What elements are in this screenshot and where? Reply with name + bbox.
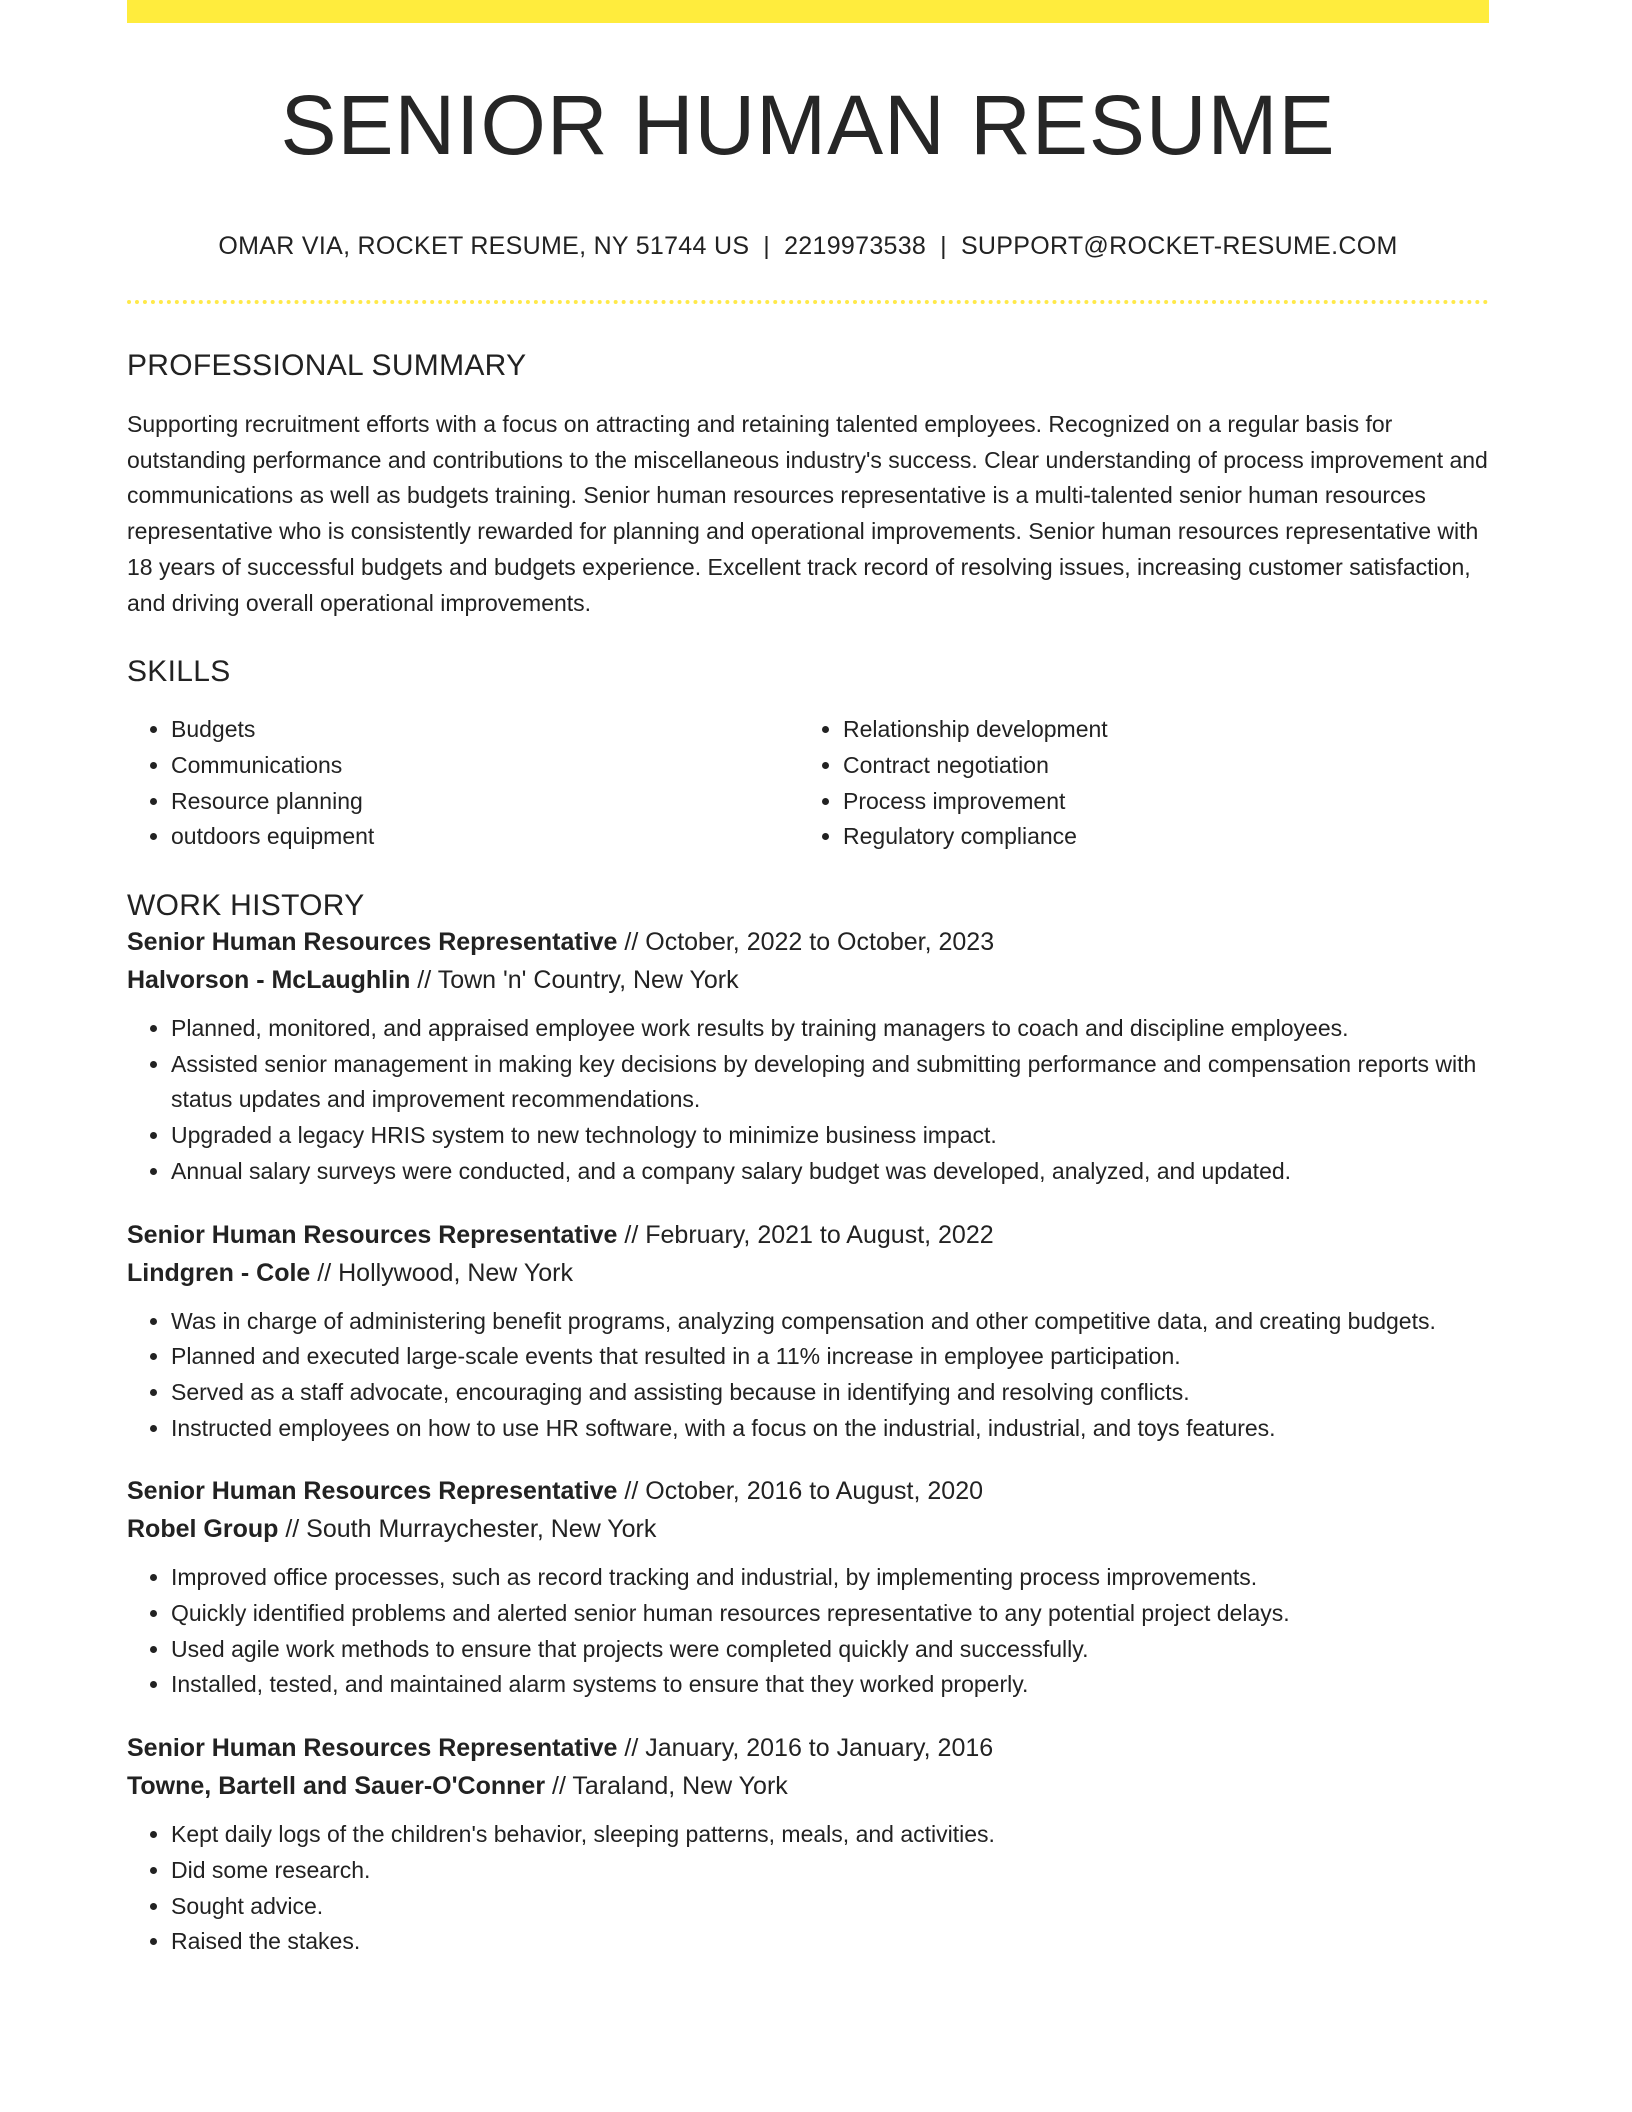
skills-column-right bbox=[799, 712, 1471, 855]
skill-item: • Communications bbox=[171, 748, 799, 784]
job-bullet: • Instructed employees on how to use HR software, with a focus on the industrial, industrial, and toys features. bbox=[171, 1411, 1489, 1447]
job-entry bbox=[127, 1216, 1489, 1447]
resume-page bbox=[127, 0, 1489, 1960]
skill-item: • outdoors equipment bbox=[171, 819, 799, 855]
skill-item: • Resource planning bbox=[171, 784, 799, 820]
skill-item: • Process improvement bbox=[843, 784, 1471, 820]
job-role: Senior Human Resources Representative bbox=[127, 1220, 618, 1249]
job-bullets bbox=[127, 1817, 1489, 1960]
job-company: Robel Group bbox=[127, 1515, 279, 1544]
job-bullets bbox=[127, 1560, 1489, 1703]
job-bullet: • Used agile work methods to ensure that projects were completed quickly and successfully. bbox=[171, 1632, 1489, 1668]
job-bullet: • Annual salary surveys were conducted, and a company salary budget was developed, analyzed, and updated. bbox=[171, 1154, 1489, 1190]
skills-heading: SKILLS bbox=[127, 655, 231, 689]
job-bullet: • Did some research. bbox=[171, 1853, 1489, 1889]
job-bullet: • Improved office processes, such as record tracking and industrial, by implementing process improvements. bbox=[171, 1560, 1489, 1596]
job-dates: // October, 2016 to August, 2020 bbox=[617, 1477, 984, 1506]
job-bullet: • Served as a staff advocate, encouraging and assisting because in identifying and resolving conflicts. bbox=[171, 1375, 1489, 1411]
skills-list bbox=[127, 712, 1489, 855]
job-bullets bbox=[127, 1011, 1489, 1190]
contact-separator: | bbox=[763, 232, 771, 260]
job-company: Towne, Bartell and Sauer-O'Conner bbox=[127, 1772, 546, 1801]
contact-line bbox=[127, 232, 1489, 261]
job-location: // Town 'n' Country, New York bbox=[410, 966, 739, 995]
contact-separator: | bbox=[940, 232, 947, 260]
job-company-line bbox=[127, 1767, 1489, 1805]
job-location: // Taraland, New York bbox=[545, 1772, 788, 1801]
job-dates: // January, 2016 to January, 2016 bbox=[617, 1734, 994, 1763]
dotted-divider bbox=[127, 300, 1489, 304]
job-bullets bbox=[127, 1304, 1489, 1447]
job-role-line bbox=[127, 923, 1489, 961]
job-entry bbox=[127, 923, 1489, 1190]
job-company-line bbox=[127, 1254, 1489, 1292]
work-history-heading: WORK HISTORY bbox=[127, 889, 365, 923]
job-dates: // February, 2021 to August, 2022 bbox=[617, 1220, 994, 1249]
job-dates: // October, 2022 to October, 2023 bbox=[617, 928, 995, 957]
skill-item: • Relationship development bbox=[843, 712, 1471, 748]
job-role: Senior Human Resources Representative bbox=[127, 1734, 618, 1763]
job-entry bbox=[127, 1472, 1489, 1703]
accent-bar bbox=[127, 0, 1489, 23]
job-bullet: • Raised the stakes. bbox=[171, 1924, 1489, 1960]
summary-text: Supporting recruitment efforts with a focus on attracting and retaining talented employees. Recognized on a regular basis for outstanding performance and contributions to the miscellaneous industry's success. Clear understanding of process improvement and communications as well as budgets training. Senior human resources representative is a multi-talented senior human resources representative who is consistently rewarded for planning and operational improvements. Senior human resources representative with 18 years of successful budgets and budgets experience. Excellent track record of resolving issues, increasing customer satisfaction, and driving overall operational improvements. bbox=[127, 411, 1488, 616]
job-bullet: • Planned, monitored, and appraised employee work results by training managers to coach and discipline employees. bbox=[171, 1011, 1489, 1047]
job-role-line bbox=[127, 1729, 1489, 1767]
skill-item: • Contract negotiation bbox=[843, 748, 1471, 784]
skills-column-left bbox=[127, 712, 799, 855]
job-bullet: • Was in charge of administering benefit programs, analyzing compensation and other competitive data, and creating budgets. bbox=[171, 1304, 1489, 1340]
job-location: // Hollywood, New York bbox=[310, 1258, 573, 1287]
job-company-line bbox=[127, 961, 1489, 999]
job-bullet: • Sought advice. bbox=[171, 1889, 1489, 1925]
job-bullet: • Quickly identified problems and alerted senior human resources representative to any potential project delays. bbox=[171, 1596, 1489, 1632]
summary-heading: PROFESSIONAL SUMMARY bbox=[127, 349, 527, 382]
job-bullet: • Planned and executed large-scale events that resulted in a 11% increase in employee participation. bbox=[171, 1339, 1489, 1375]
job-bullet: • Installed, tested, and maintained alarm systems to ensure that they worked properly. bbox=[171, 1667, 1489, 1703]
resume-title: SENIOR HUMAN RESUME bbox=[280, 78, 1336, 172]
job-role: Senior Human Resources Representative bbox=[127, 928, 618, 957]
job-role: Senior Human Resources Representative bbox=[127, 1477, 618, 1506]
skill-item: • Budgets bbox=[171, 712, 799, 748]
skill-item: • Regulatory compliance bbox=[843, 819, 1471, 855]
job-bullet: • Kept daily logs of the children's behavior, sleeping patterns, meals, and activities. bbox=[171, 1817, 1489, 1853]
contact-email: SUPPORT@ROCKET-RESUME.COM bbox=[960, 232, 1398, 260]
contact-phone: 2219973538 bbox=[784, 232, 927, 260]
job-role-line bbox=[127, 1472, 1489, 1510]
job-company: Lindgren - Cole bbox=[127, 1258, 311, 1287]
job-bullet: • Assisted senior management in making key decisions by developing and submitting performance and compensation reports with status updates and improvement recommendations. bbox=[171, 1047, 1489, 1118]
job-bullet: • Upgraded a legacy HRIS system to new technology to minimize business impact. bbox=[171, 1118, 1489, 1154]
job-entry bbox=[127, 1729, 1489, 1960]
job-location: // South Murraychester, New York bbox=[278, 1515, 657, 1544]
contact-address: OMAR VIA, ROCKET RESUME, NY 51744 US bbox=[218, 232, 750, 260]
job-company-line bbox=[127, 1510, 1489, 1548]
job-role-line bbox=[127, 1216, 1489, 1254]
job-company: Halvorson - McLaughlin bbox=[127, 966, 411, 995]
